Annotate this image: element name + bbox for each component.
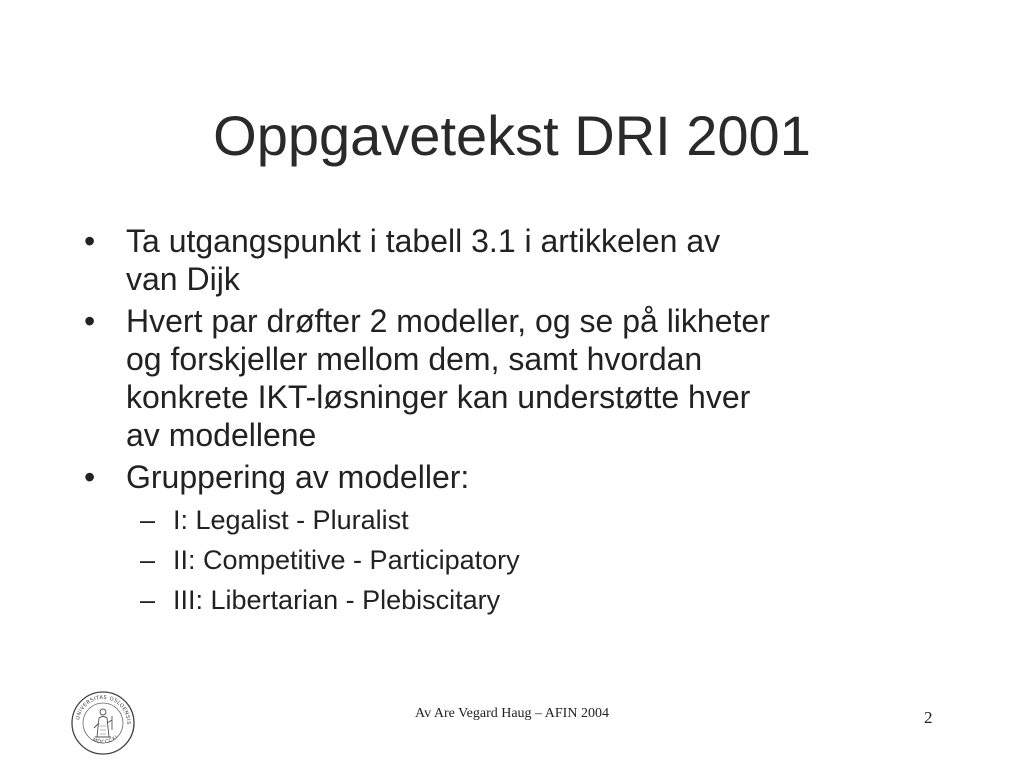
bullet-dot: • <box>84 303 96 339</box>
bullet-line: van Dijk <box>126 261 240 297</box>
sub-bullet-dash: – <box>140 545 156 575</box>
sub-bullet-item <box>126 500 944 540</box>
sub-bullet-dash: – <box>140 505 156 535</box>
footer-author: Av Are Vegard Haug – AFIN 2004 <box>415 706 609 721</box>
sub-bullet-list <box>126 500 944 620</box>
university-seal-icon <box>70 690 136 756</box>
sub-bullet-item <box>126 580 944 620</box>
bullet-item-1 <box>84 222 944 298</box>
bullet-dot: • <box>84 459 96 495</box>
svg-text:MDCCCXI: MDCCCXI <box>91 734 120 746</box>
slide-title: Oppgavetekst DRI 2001 <box>213 104 811 167</box>
sub-bullet-item <box>126 540 944 580</box>
bullet-item-3 <box>84 458 944 620</box>
bullet-line: og forskjeller mellom dem, samt hvordan <box>126 341 703 377</box>
sub-bullet-dash: – <box>140 585 156 615</box>
bullet-line: Gruppering av modeller: <box>126 459 470 495</box>
bullet-list <box>84 222 944 624</box>
sub-bullet-text: I: Legalist - Pluralist <box>173 505 409 535</box>
bullet-line: konkrete IKT-løsninger kan understøtte hver <box>126 379 751 415</box>
bullet-dot: • <box>84 223 96 259</box>
bullet-line: av modellene <box>126 417 317 453</box>
svg-text:UNIVERSITAS OSLOENSIS: UNIVERSITAS OSLOENSIS <box>75 694 132 725</box>
page-number: 2 <box>924 708 933 727</box>
sub-bullet-text: III: Libertarian - Plebiscitary <box>173 585 501 615</box>
bullet-line: Hvert par drøfter 2 modeller, og se på likheter <box>126 303 770 339</box>
sub-bullet-text: II: Competitive - Participatory <box>173 545 520 575</box>
bullet-line: Ta utgangspunkt i tabell 3.1 i artikkelen av <box>126 223 721 259</box>
bullet-item-2 <box>84 302 944 454</box>
